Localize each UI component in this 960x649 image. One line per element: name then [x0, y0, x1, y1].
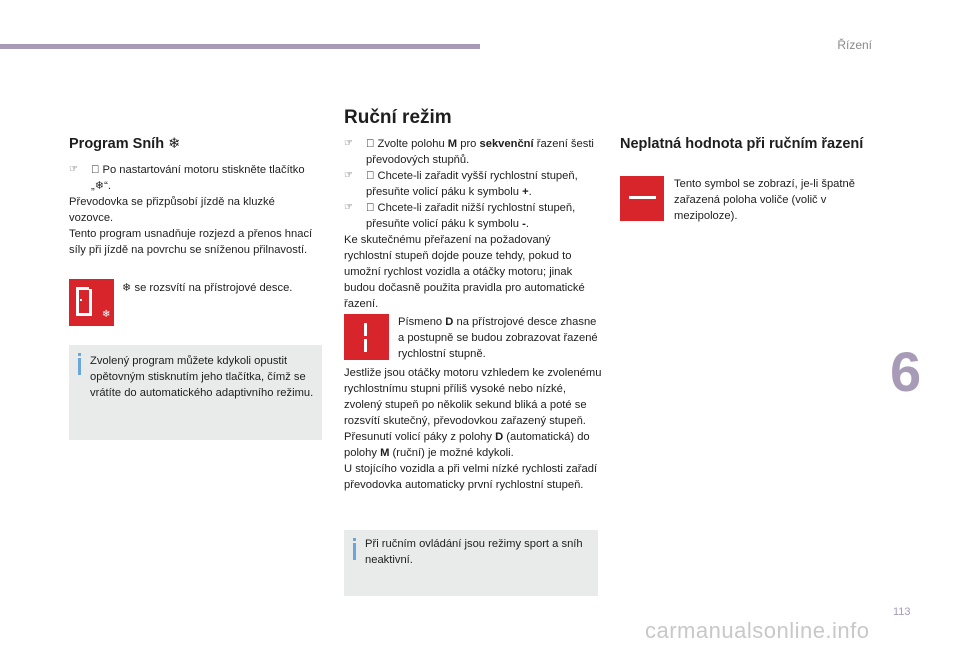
- column-manual-mode-cont: [344, 365, 602, 493]
- snowflake-icon: ❄: [168, 136, 181, 152]
- paragraph: Jestliže jsou otáčky motoru vzhledem ke zvolenému rychlostnímu stupni příliš vysoké nebo nízké, zvolený stupeň po několik sekund bliká a poté se rozsvítí skutečný, převodovkou zařazený stupeň.: [344, 367, 602, 427]
- hand-pointer-icon: ☞: [69, 164, 78, 175]
- bullet-item: ☞ Chcete-li zařadit nižší rychlostní stupeň, přesuňte volicí páku k symbolu -.: [344, 202, 576, 230]
- snow-icon-caption: ❄ se rozsvítí na přístrojové desce.: [122, 282, 293, 294]
- header-bar: [0, 44, 480, 49]
- invalid-icon-caption: Tento symbol se zobrazí, je-li špatně zařazená poloha voliče (volič v mezipoloze).: [674, 178, 855, 222]
- page-number: 113: [893, 606, 911, 618]
- section-name: Řízení: [837, 38, 872, 52]
- hand-pointer-icon: ☞: [344, 138, 353, 149]
- gear-display-icon: [344, 314, 389, 360]
- bullet-item: ☞ Zvolte polohu M pro sekvenční řazení šesti převodových stupňů.: [344, 138, 594, 166]
- section-title-manual-mode: Ruční režim: [344, 107, 452, 128]
- info-icon-dot: [353, 538, 356, 541]
- paragraph: U stojícího vozidla a při velmi nízké rychlosti zařadí převodovka automaticky první rychlostní stupeň.: [344, 463, 598, 491]
- column-invalid-value: [620, 136, 870, 153]
- paragraph: Tento program usnadňuje rozjezd a přenos hnací síly při jízdě na povrchu se sníženou přilnavostí.: [69, 228, 313, 256]
- paragraph: Převodovka se přizpůsobí jízdě na kluzké vozovce.: [69, 196, 275, 224]
- info-box: [69, 345, 322, 440]
- chapter-number: 6: [890, 340, 922, 403]
- bullet-item: ☞ Chcete-li zařadit vyšší rychlostní stupeň, přesuňte volicí páku k symbolu +.: [344, 170, 578, 198]
- invalid-gear-icon: [620, 176, 664, 221]
- gear-icon-caption: Písmeno D na přístrojové desce zhasne a postupně se budou zobrazovat řazené rychlostní stupně.: [398, 316, 598, 360]
- column-program-snih: [69, 136, 321, 258]
- info-icon-dot: [78, 353, 81, 356]
- paragraph: Ke skutečnému přeřazení na požadovaný rychlostní stupeň dojde pouze tehdy, pokud to umožní rychlost vozidla a otáčky motoru; jinak budou dočasně použita pravidla pro automatické řazení.: [344, 234, 585, 310]
- paragraph: Přesunutí volicí páky z polohy D (automatická) do polohy M (ruční) je možné kdykoli.: [344, 431, 590, 459]
- info-icon: [78, 358, 81, 375]
- hand-pointer-icon: ☞: [344, 202, 353, 213]
- watermark: carmanualsonline.info: [645, 618, 870, 643]
- info-text: Při ručním ovládání jsou režimy sport a sníh neaktivní.: [365, 538, 583, 566]
- section-title-snow-program: Program Sníh ❄: [69, 136, 181, 152]
- info-icon: [353, 543, 356, 560]
- snow-display-icon: [69, 279, 114, 326]
- info-box: [344, 530, 598, 596]
- bullet-item: ☞ Po nastartování motoru stiskněte tlačítko „❄“.: [69, 164, 305, 192]
- info-text: Zvolený program můžete kdykoli opustit opětovným stisknutím jeho tlačítka, čímž se vrátíte do automatického adaptivního režimu.: [90, 355, 314, 399]
- hand-pointer-icon: ☞: [344, 170, 353, 181]
- column-manual-mode: [344, 136, 599, 312]
- section-title-invalid-value: Neplatná hodnota při ručním řazení: [620, 136, 864, 152]
- svg-text:❄: ❄: [102, 309, 111, 320]
